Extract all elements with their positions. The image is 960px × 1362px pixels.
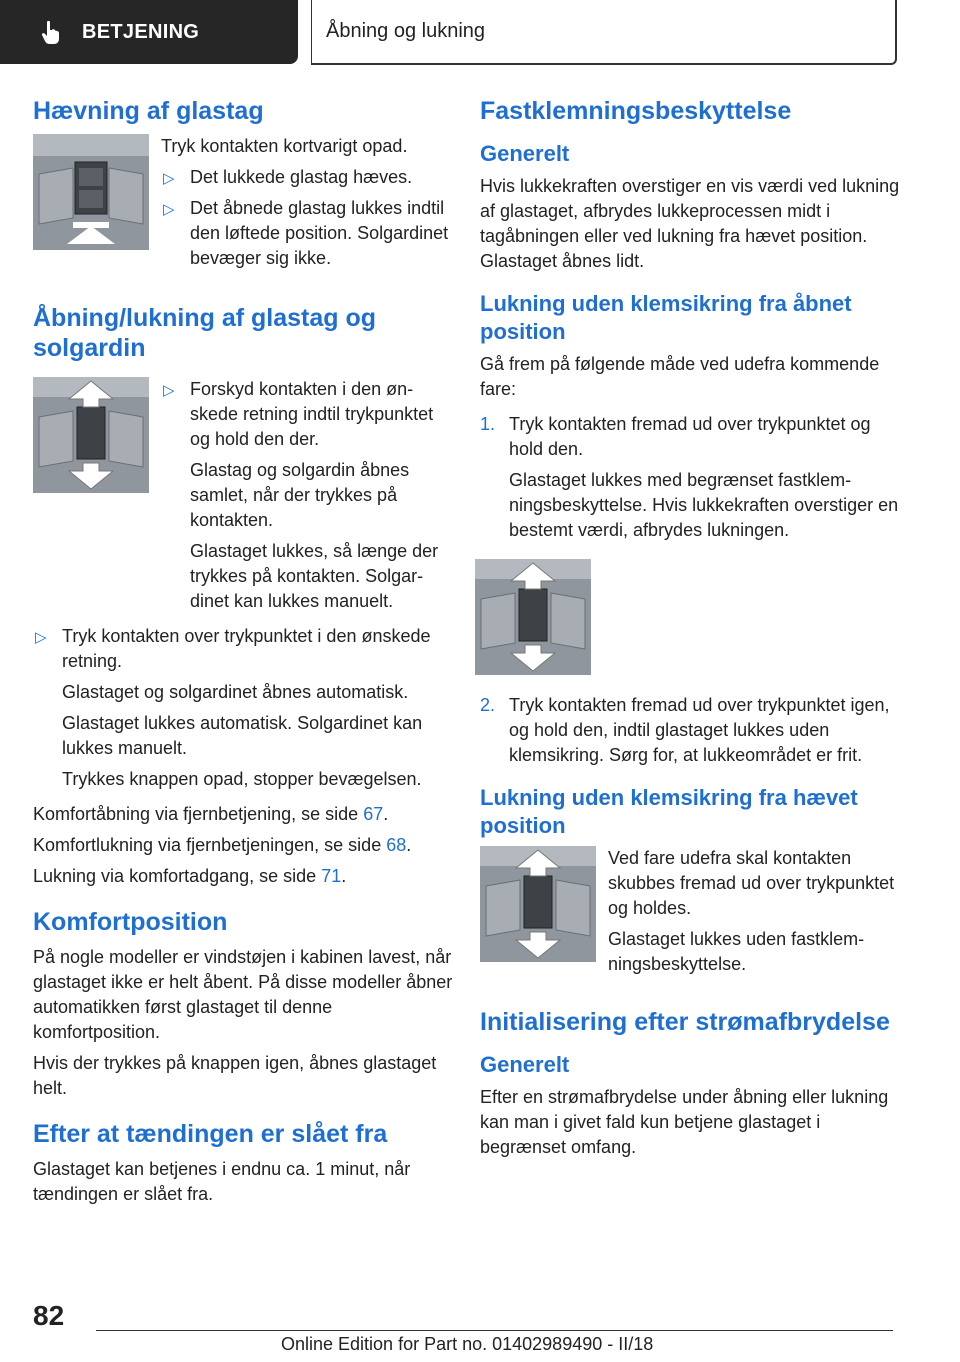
raise-roof-block bbox=[33, 134, 453, 277]
edition-text: Online Edition for Part no. 01402989490 - II/18 bbox=[281, 1334, 654, 1354]
heading-close-without-pinch-open: Lukning uden klemsikring fra åbnet position bbox=[480, 291, 852, 344]
page-header bbox=[0, 0, 960, 66]
chapter-label: Åbning og lukning bbox=[326, 20, 486, 42]
open-close-text bbox=[161, 377, 453, 620]
bullet-list bbox=[161, 165, 453, 271]
open-close-block bbox=[33, 377, 453, 620]
bullet-list bbox=[161, 377, 453, 614]
raised-close-text bbox=[608, 846, 900, 983]
roof-switch-updown-figure bbox=[480, 846, 596, 962]
paragraph: Glastaget lukkes automatisk. Solgardinet kan lukkes manuelt. bbox=[62, 713, 423, 758]
chapter-tab bbox=[311, 0, 897, 65]
section-tab bbox=[0, 0, 298, 64]
left-column bbox=[33, 96, 453, 1213]
triangle-right-icon: ▷ bbox=[163, 170, 175, 187]
paragraph: Glastaget lukkes uden fastklemningsbeskyttelse. bbox=[608, 929, 865, 974]
page-link[interactable]: 68 bbox=[386, 835, 407, 855]
paragraph: Efter en strømafbrydelse under åbning eller lukning kan man i givet fald kun betjene glastaget i begrænset omfang. bbox=[480, 1087, 889, 1157]
list-item: ▷ Forskyd kontakten i den ønskede retning indtil trykpunktet og hold den der. Glastag og solgardin åbnes samlet, når der trykkes på kontakten. Glastaget lukkes, så længe der trykkes på kontakten. Solgardinet kan lukkes manuelt. bbox=[161, 377, 453, 614]
footer-divider bbox=[96, 1330, 893, 1331]
paragraph: Ved fare udefra skal kontakten skubbes fremad ud over trykpunktet og holdes. bbox=[608, 848, 895, 918]
list-item: 2. Tryk kontakten fremad ud over trykpunktet igen, og hold den, indtil glastaget lukkes uden klemsikring. Sørg for, at lukkeområdet er frit. bbox=[480, 695, 890, 765]
step-number: 1. bbox=[480, 414, 496, 434]
paragraph: Gå frem på følgende måde ved udefra kommende fare: bbox=[480, 354, 880, 399]
heading-after-ignition-off: Efter at tændingen er slået fra bbox=[33, 1120, 388, 1148]
numbered-list bbox=[480, 412, 900, 543]
page-link[interactable]: 71 bbox=[321, 866, 342, 886]
heading-raise-glass-roof: Hævning af glastag bbox=[33, 97, 264, 125]
heading-close-without-pinch-raised: Lukning uden klemsikring fra hævet position bbox=[480, 785, 858, 838]
paragraph: Glastaget og solgardinet åbnes automatisk. bbox=[62, 682, 409, 702]
list-item: 1. Tryk kontakten fremad ud over trykpunktet og hold den. Glastaget lukkes med begrænset fastklemningsbeskyttelse. Hvis lukkekraften overstiger en bestemt værdi, afbrydes lukningen. bbox=[480, 412, 900, 543]
paragraph: Glastaget lukkes med begrænset fastklemningsbeskyttelse. Hvis lukkekraften overstiger en bestemt værdi, afbrydes lukningen. bbox=[509, 470, 899, 540]
step-number: 2. bbox=[480, 695, 496, 715]
list-item: ▷ Det lukkede glastag hæves. bbox=[161, 165, 453, 190]
triangle-right-icon: ▷ bbox=[163, 201, 175, 218]
reference-comfort-access: Lukning via komfortadgang, se side 71. bbox=[33, 866, 347, 886]
raised-close-block bbox=[480, 846, 900, 983]
page-link[interactable]: 67 bbox=[363, 804, 384, 824]
heading-comfort-position: Komfortposition bbox=[33, 908, 228, 936]
numbered-list bbox=[480, 693, 900, 768]
raise-roof-text bbox=[161, 134, 453, 277]
paragraph: Trykkes knappen opad, stopper bevægelsen. bbox=[62, 769, 422, 789]
paragraph: Tryk kontakten kortvarigt opad. bbox=[161, 136, 408, 156]
subheading-general: Generelt bbox=[480, 141, 570, 166]
paragraph: Glastaget kan betjenes i endnu ca. 1 minut, når tændingen er slået fra. bbox=[33, 1159, 411, 1204]
paragraph: På nogle modeller er vindstøjen i kabinen lavest, når glastaget ikke er helt åbent. På disse modeller åbner automatikken først glastaget til denne komfortposition. bbox=[33, 947, 453, 1042]
list-item: ▷ Tryk kontakten over trykpunktet i den ønskede retning. Glastaget og solgardinet åbnes automatisk. Glastaget lukkes automatisk. Solgardinet kan lukkes manuelt. Trykkes knappen opad, stopper bevægelsen. bbox=[33, 624, 453, 792]
triangle-right-icon: ▷ bbox=[35, 629, 47, 646]
right-column bbox=[480, 96, 900, 1166]
page-number: 82 bbox=[33, 1300, 65, 1331]
triangle-right-icon: ▷ bbox=[163, 382, 175, 399]
heading-open-close-roof-sunblind: Åbning/lukning af glastag og solgardin bbox=[33, 304, 377, 362]
roof-switch-updown-figure bbox=[475, 559, 591, 675]
paragraph: Hvis der trykkes på knappen igen, åbnes glastaget helt. bbox=[33, 1053, 437, 1098]
reference-comfort-closing: Komfortlukning via fjernbetjeningen, se side 68. bbox=[33, 835, 412, 855]
section-label: BETJENING bbox=[82, 20, 200, 43]
list-item: ▷ Det åbnede glastag lukkes indtil den løftede position. Solgardinet bevæger sig ikke. bbox=[163, 198, 449, 268]
paragraph: Hvis lukkekraften overstiger en vis værdi ved lukning af glastaget, afbrydes lukkeprocessen midt i tagåbningen eller ved lukning fra hævet position. Glastaget åbnes lidt. bbox=[480, 176, 900, 271]
subheading-general: Generelt bbox=[480, 1052, 570, 1077]
roof-switch-updown-figure bbox=[33, 377, 149, 493]
pointing-hand-icon bbox=[38, 19, 64, 45]
roof-switch-up-figure bbox=[33, 134, 149, 250]
reference-comfort-opening: Komfortåbning via fjernbetjening, se side 67. bbox=[33, 804, 389, 824]
heading-pinch-protection: Fastklemningsbeskyttelse bbox=[480, 97, 792, 125]
paragraph: Glastaget lukkes, så længe der trykkes på kontakten. Solgardinet kan lukkes manuelt. bbox=[190, 541, 439, 611]
bullet-list bbox=[33, 624, 453, 792]
heading-initialization: Initialisering efter strømafbrydelse bbox=[480, 1008, 890, 1036]
paragraph: Glastag og solgardin åbnes samlet, når der trykkes på kontakten. bbox=[190, 460, 410, 530]
